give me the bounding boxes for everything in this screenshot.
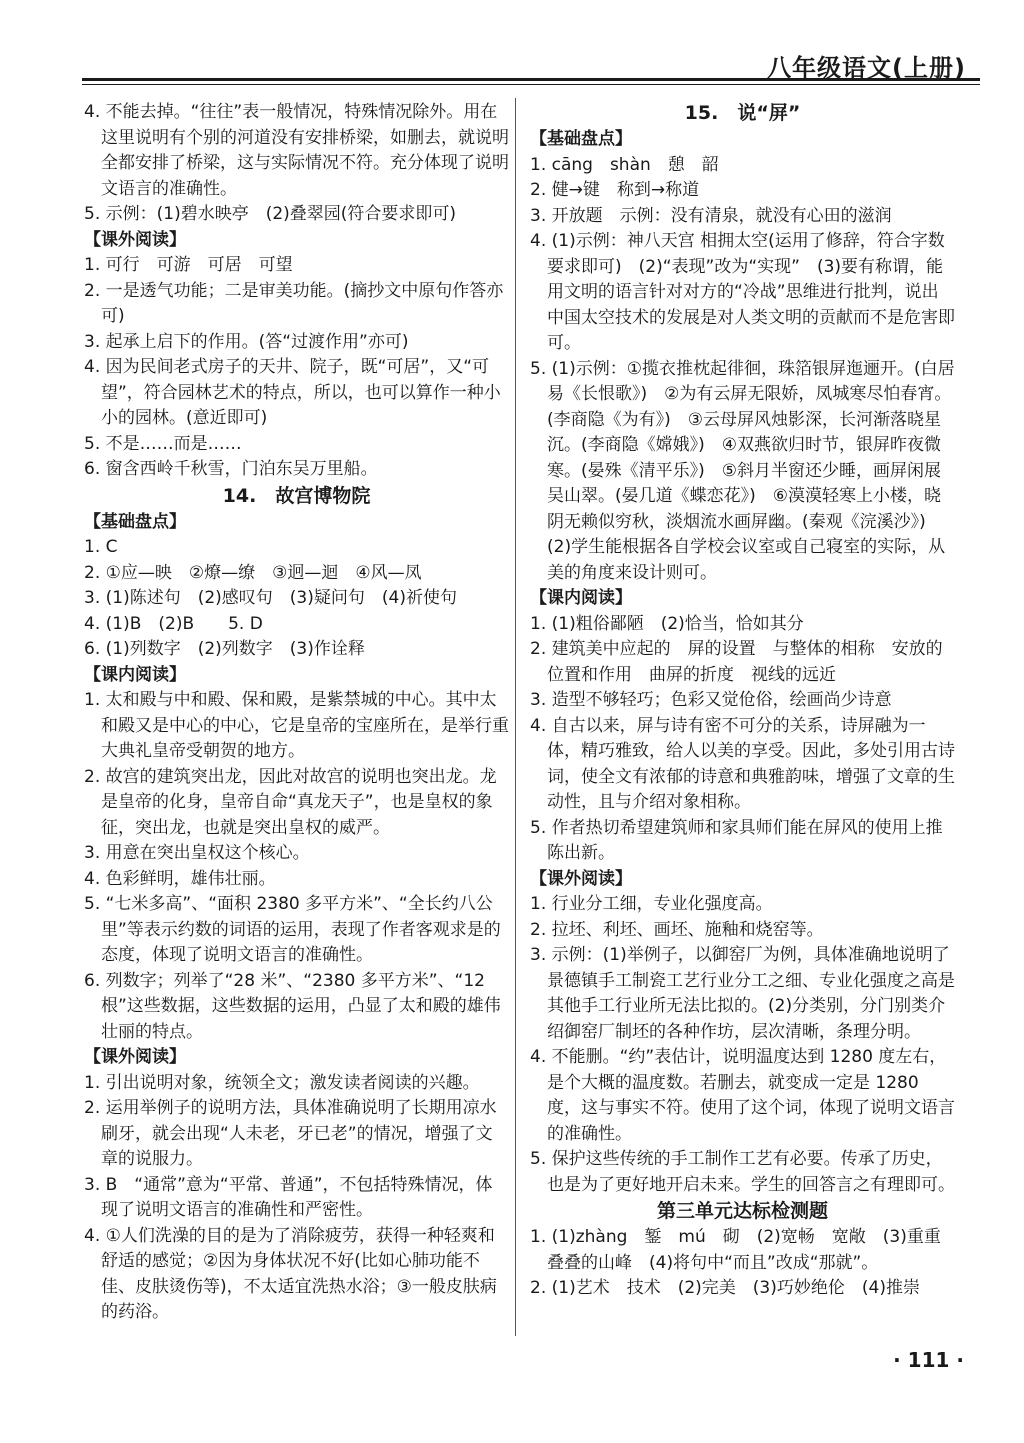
answer-item: 1. 可行 可游 可居 可望 xyxy=(84,255,293,275)
answer-item: 5. (1)示例：①揽衣推枕起徘徊，珠箔银屏迤逦开。(白居易《长恨歌》) ②为有云屏无限娇，凤城寒尽怕春宵。(李商隐《为有》) ③云母屏风烛影深，长河渐落晓星沉。(李商隐《嫦娥》) ④双燕欲归时节，银屏昨夜微寒。(晏殊《清平乐》) ⑤斜月半窗还少睡，画屏闲展吴山翠。(晏几道《蝶恋花》) ⑥漠漠轻寒上小楼，晓阴无赖似穷秋，淡烟流水画屏幽。(秦观《浣溪沙》) (2)学生能根据各自学校会议室或自己寝室的实际，从美的角度来设计则可。 xyxy=(530,358,955,583)
answer-item: 2. 一是透气功能；二是审美功能。(摘抄文中原句作答亦可) xyxy=(84,280,504,326)
answer-item: 4. 不能删。“约”表估计，说明温度达到 1280 度左右，是个大概的温度数。若删去，就变成一定是 1280 度，这与事实不符。使用了这个词，体现了说明文语言的准确性。 xyxy=(530,1047,955,1144)
answer-item: 1. C xyxy=(84,537,118,557)
answer-item: 3. 造型不够轻巧；色彩又觉伧俗，绘画尚少诗意 xyxy=(530,690,892,710)
answer-item: 5. 作者热切希望建筑师和家具师们能在屏风的使用上推陈出新。 xyxy=(530,817,943,863)
answer-item: 5. 保护这些传统的手工制作工艺有必要。传承了历史，也是为了更好地开启未来。学生的回答言之有理即可。 xyxy=(530,1149,955,1195)
header-rule-thick xyxy=(82,78,980,81)
answer-item: 1. 行业分工细，专业化强度高。 xyxy=(530,894,773,914)
answer-item: 5. 示例：(1)碧水映亭 (2)叠翠园(符合要求即可) xyxy=(84,204,457,224)
answer-item: 1. 引出说明对象，统领全文；激发读者阅读的兴趣。 xyxy=(84,1072,480,1093)
section-title: 第三单元达标检测题 xyxy=(656,1200,828,1222)
answer-item: 4. 色彩鲜明，雄伟壮丽。 xyxy=(84,868,276,889)
page-number: · 111 · xyxy=(893,1348,964,1372)
right-column xyxy=(530,100,955,1302)
answer-item: 6. 列数字；列举了“28 米”、“2380 多平方米”、“12 根”这些数据，这些数据的运用，凸显了太和殿的雄伟壮丽的特点。 xyxy=(84,970,501,1042)
answer-item: 2. 健→键 称到→称道 xyxy=(530,180,700,200)
answer-item: 5. “七米多高”、“面积 2380 多平方米”、“全长约八公里”等表示约数的词语的运用，表现了作者客观求是的态度，体现了说明文语言的准确性。 xyxy=(84,894,501,965)
section-title: 14. 故宫博物院 xyxy=(222,484,371,507)
answer-item: 4. (1)示例：神八天宫 相拥太空(运用了修辞，符合字数要求即可) (2)“表现”改为“实现” (3)要有称谓，能用文明的语言针对对方的“冷战”思维进行批判，说出中国太空技术的发展是对人类文明的贡献而不是危害即可。 xyxy=(530,231,955,353)
answer-item: 6. (1)列数字 (2)列数字 (3)作诠释 xyxy=(84,639,365,659)
answer-item: 3. 开放题 示例：没有清泉，就没有心田的滋润 xyxy=(530,205,892,226)
answer-item: 6. 窗含西岭千秋雪，门泊东吴万里船。 xyxy=(84,459,378,479)
answer-item: 1. (1)zhàng 錾 mú 砌 (2)宽畅 宽敞 (3)重重叠叠的山峰 (4)将句中“而且”改成“那就”。 xyxy=(530,1227,941,1273)
answer-item: 3. 用意在突出皇权这个核心。 xyxy=(84,843,310,863)
answer-item: 5. 不是……而是…… xyxy=(84,433,242,454)
subsection-heading: 【基础盘点】 xyxy=(84,511,186,532)
answer-item: 1. 太和殿与中和殿、保和殿，是紫禁城的中心。其中太和殿又是中心的中心，它是皇帝的宝座所在，是举行重大典礼皇帝受朝贺的地方。 xyxy=(84,690,509,761)
answer-item: 1. cāng shàn 憩 韶 xyxy=(530,154,719,175)
answer-item: 2. (1)艺术 技术 (2)完美 (3)巧妙绝伦 (4)推崇 xyxy=(530,1278,920,1298)
answer-item: 3. 示例：(1)举例子，以御窑厂为例，具体准确地说明了景德镇手工制瓷工艺行业分工之细、专业化强度之高是其他手工行业所无法比拟的。(2)分类别，分门别类介绍御窑厂制坯的各种作坊，层次清晰，条理分明。 xyxy=(530,945,955,1042)
answer-item: 4. 因为民间老式房子的天井、院子，既“可居”，又“可望”，符合园林艺术的特点，所以，也可以算作一种小小的园林。(意近即可) xyxy=(84,357,501,428)
answer-item: 4. ①人们洗澡的目的是为了消除疲劳，获得一种轻爽和舒适的感觉；②因为身体状况不好(比如心肺功能不佳、皮肤烫伤等)，不太适宜洗热水浴；③一般皮肤病的药浴。 xyxy=(84,1225,497,1322)
subsection-heading: 【课外阅读】 xyxy=(530,868,632,889)
subsection-heading: 【课外阅读】 xyxy=(84,1047,186,1067)
subsection-heading: 【课内阅读】 xyxy=(84,664,186,685)
left-column xyxy=(84,100,509,1326)
answer-item: 2. ①应—映 ②燎—缭 ③迥—迴 ④风—凤 xyxy=(84,562,422,583)
subsection-heading: 【课内阅读】 xyxy=(530,588,632,608)
answer-item: 2. 建筑美中应起的 屏的设置 与整体的相称 安放的位置和作用 曲屏的折度 视线的远近 xyxy=(530,639,943,685)
section-title: 15. 说“屏” xyxy=(684,102,801,124)
answer-item: 4. 不能去掉。“往往”表一般情况，特殊情况除外。用在这里说明有个别的河道没有安排桥梁，如删去，就说明全都安排了桥梁，这与实际情况不符。充分体现了说明文语言的准确性。 xyxy=(84,102,509,199)
answer-item: 3. (1)陈述句 (2)感叹句 (3)疑问句 (4)祈使句 xyxy=(84,588,457,608)
answer-item: 3. B “通常”意为“平常、普通”，不包括特殊情况，体现了说明文语言的准确性和严密性。 xyxy=(84,1174,493,1220)
answer-item: 4. 自古以来，屏与诗有密不可分的关系，诗屏融为一体，精巧雅致，给人以美的享受。因此，多处引用古诗词，使全文有浓郁的诗意和典雅韵味，增强了文章的生动性，且与介绍对象相称。 xyxy=(530,715,955,812)
answer-item: 2. 运用举例子的说明方法，具体准确说明了长期用凉水刷牙，就会出现“人未老，牙已老”的情况，增强了文章的说服力。 xyxy=(84,1098,497,1169)
header-rule-thin xyxy=(82,84,980,85)
subsection-heading: 【基础盘点】 xyxy=(530,129,632,149)
answer-item: 3. 起承上启下的作用。(答“过渡作用”亦可) xyxy=(84,331,409,352)
answer-item: 2. 拉坯、利坯、画坯、施釉和烧窑等。 xyxy=(530,919,824,940)
answer-item: 2. 故宫的建筑突出龙，因此对故宫的说明也突出龙。龙是皇帝的化身，皇帝自命“真龙天子”，也是皇权的象征，突出龙，也就是突出皇权的威严。 xyxy=(84,766,497,838)
answer-item: 1. (1)粗俗鄙陋 (2)恰当，恰如其分 xyxy=(530,613,804,634)
answer-item: 4. (1)B (2)B 5. D xyxy=(84,613,263,634)
subsection-heading: 【课外阅读】 xyxy=(84,229,186,250)
column-divider xyxy=(515,98,516,1336)
book-title: 八年级语文(上册) xyxy=(767,54,966,82)
